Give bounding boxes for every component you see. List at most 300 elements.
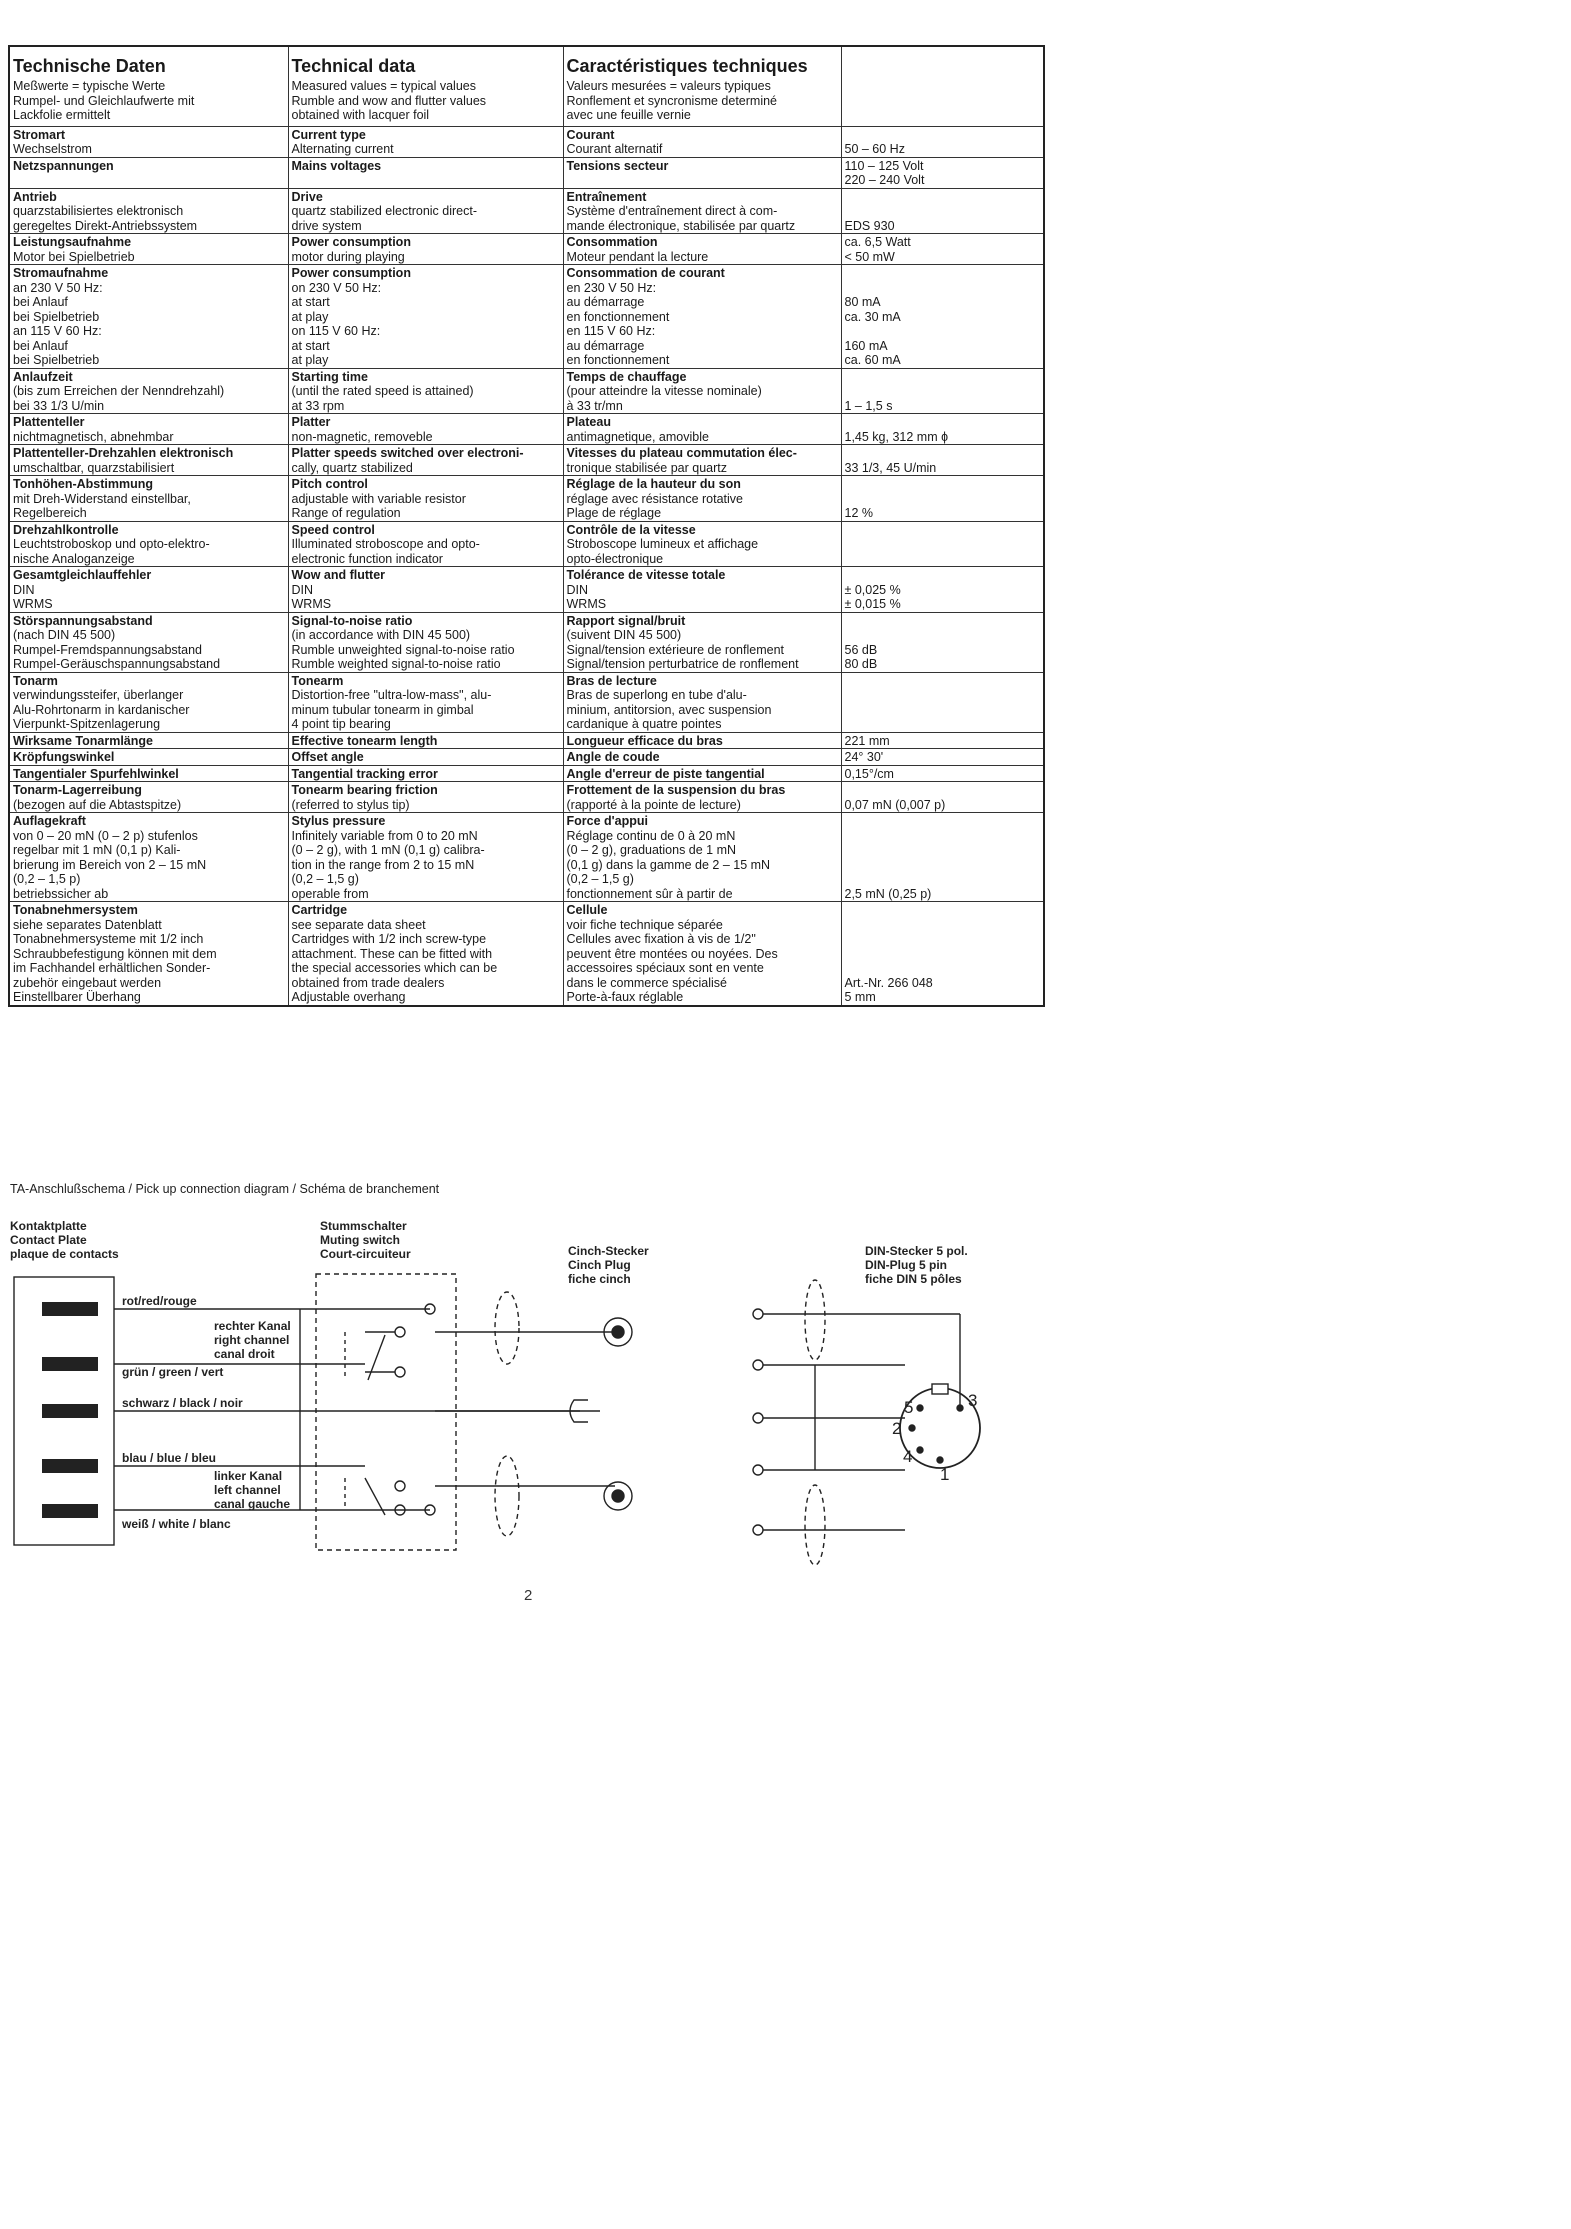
row-text: (suivent DIN 45 500) [566,628,682,642]
row-text: on 230 V 50 Hz: [291,280,382,295]
cell-fr [563,521,841,567]
row-heading: Kröpfungswinkel [13,750,115,764]
row-text: Rumble weighted signal-to-noise ratio [291,657,501,671]
cell-de [9,265,288,369]
row-text: DIN [566,582,589,597]
cell-en [288,188,563,234]
value-line: ± 0,025 % [844,582,901,597]
row-text: (referred to stylus tip) [291,797,410,812]
row-text: peuvent être montées ou noyées. Des [566,946,778,961]
cell-fr [563,265,841,369]
value-line [845,674,1041,689]
row-heading: Stromart [13,127,66,142]
table-row [9,521,1044,567]
din-pin-1-label: 1 [940,1465,950,1484]
row-text: voir fiche technique séparée [566,917,723,932]
value-line [845,614,1041,629]
row-text: von 0 – 20 mN (0 – 2 p) stufenlos [13,828,198,843]
left-channel-fr: canal gauche [214,1497,291,1511]
cell-val [841,749,1044,766]
value-line: ± 0,015 % [844,597,901,611]
cell-en [288,765,563,782]
table-row [9,902,1044,1006]
table-row [9,265,1044,369]
row-heading: Wow and flutter [291,568,386,582]
row-text: mande électronique, stabilisée par quartz [566,218,796,233]
row-heading: Réglage de la hauteur du son [566,477,741,491]
cell-fr [563,902,841,1006]
row-text: quartz stabilized electronic direct- [291,204,477,218]
cell-de [9,567,288,613]
row-text: at play [291,353,329,367]
header-title-fr: Caractéristiques techniques [566,56,808,76]
row-text: verwindungssteifer, überlanger [13,688,184,702]
value-line: Art.-Nr. 266 048 [844,975,933,990]
row-text: minium, antitorsion, avec suspension [566,702,772,717]
row-text: (bis zum Erreichen der Nenndrehzahl) [13,384,225,398]
value-line [845,492,1041,507]
value-line: ca. 60 mA [844,353,901,367]
value-line [845,688,1041,703]
value-line: 80 mA [844,295,881,309]
cell-val [841,765,1044,782]
value-line [845,814,1041,829]
table-header-row [9,46,1044,126]
row-heading: Angle de coude [566,750,660,764]
cell-fr [563,567,841,613]
value-line [845,947,1041,962]
page-number: 2 [524,1587,533,1604]
row-text: Stroboscope lumineux et affichage [566,537,759,551]
row-heading: Consommation de courant [566,266,725,280]
cell-en [288,567,563,613]
cell-en [288,476,563,522]
table-row [9,813,1044,902]
row-text: regelbar mit 1 mN (0,1 p) Kali- [13,843,181,857]
value-line: 160 mA [844,338,888,353]
cell-val [841,126,1044,157]
row-text: Courant alternatif [566,142,663,156]
cinch-label-de: Cinch-Stecker [568,1244,649,1258]
left-channel-en: left channel [214,1483,281,1497]
technical-data-table [8,45,1045,1007]
row-heading: Angle d'erreur de piste tangential [566,766,765,781]
cell-de [9,188,288,234]
row-text: geregeltes Direkt-Antriebssystem [13,218,198,233]
row-text: at start [291,338,330,353]
cell-val [841,567,1044,613]
row-text: (0 – 2 g), graduations de 1 mN [566,843,737,857]
row-text: au démarrage [566,338,645,353]
value-line [845,477,1041,492]
row-text: minum tubular tonearm in gimbal [291,702,474,717]
row-text: Rumpel-Fremdspannungsabstand [13,642,202,657]
value-line: 2,5 mN (0,25 p) [844,886,932,901]
table-row [9,567,1044,613]
cell-val [841,157,1044,188]
value-line [845,918,1041,933]
row-text: obtained from trade dealers [291,975,445,990]
row-text: Alu-Rohrtonarm in kardanischer [13,702,190,717]
row-heading: Drive [291,189,323,204]
row-heading: Entraînement [566,189,647,204]
value-line [845,932,1041,947]
row-text: bei Spielbetrieb [13,353,100,367]
row-heading: Rapport signal/bruit [566,613,686,628]
row-heading: Plattenteller [13,415,85,429]
cell-val [841,476,1044,522]
cell-fr [563,476,841,522]
row-text: operable from [291,886,369,901]
row-text: Porte-à-faux réglable [566,990,684,1004]
table-row [9,749,1044,766]
row-heading: Effective tonearm length [291,733,438,748]
cell-en [288,414,563,445]
row-text: an 115 V 60 Hz: [13,324,102,338]
value-line [845,324,1041,339]
value-line: 50 – 60 Hz [844,142,905,156]
value-line [845,281,1041,296]
contact-plate-label-fr: plaque de contacts [10,1247,119,1261]
cell-fr [563,368,841,414]
din-pin-5-label: 5 [904,1398,914,1417]
row-text: fonctionnement sûr à partir de [566,886,733,901]
wire-red-label: rot/red/rouge [122,1294,197,1308]
table-row [9,612,1044,672]
row-text: en 115 V 60 Hz: [566,324,656,338]
row-heading: Mains voltages [291,158,382,173]
value-line [845,190,1041,205]
row-text: Plage de réglage [566,506,662,520]
row-text: WRMS [566,597,607,611]
table-row [9,732,1044,749]
header-note-fr: Ronflement et syncronisme determiné [566,93,778,108]
row-text: opto-électronique [566,551,664,566]
row-text: Alternating current [291,142,394,156]
row-text: motor during playing [291,249,405,264]
cell-de [9,126,288,157]
row-text: mit Dreh-Widerstand einstellbar, [13,491,191,506]
row-heading: Tangential tracking error [291,766,438,781]
row-text: en fonctionnement [566,309,670,324]
value-line [845,783,1041,798]
value-line: 0,15°/cm [844,766,894,781]
row-text: Range of regulation [291,506,401,520]
right-channel-fr: canal droit [214,1347,275,1361]
value-line [845,568,1041,583]
cell-de [9,902,288,1006]
header-cell-de [9,46,288,126]
wire-blue-label: blau / blue / bleu [122,1451,217,1465]
row-text: 4 point tip bearing [291,717,391,731]
row-heading: Longueur efficace du bras [566,733,723,748]
cell-en [288,813,563,902]
row-text: réglage avec résistance rotative [566,491,743,506]
cell-val [841,782,1044,813]
cell-de [9,414,288,445]
header-title-en: Technical data [291,56,416,76]
row-text: au démarrage [566,295,645,309]
cell-val [841,612,1044,672]
table-row [9,368,1044,414]
row-heading: Wirksame Tonarmlänge [13,733,153,748]
table-row [9,157,1044,188]
cinch-label-fr: fiche cinch [568,1272,631,1286]
row-heading: Bras de lecture [566,673,657,688]
cell-de [9,612,288,672]
row-text: DIN [13,582,35,597]
row-heading: Tonabnehmersystem [13,903,138,917]
row-text: (0,1 g) dans la gamme de 2 – 15 mN [566,857,771,872]
row-text: en fonctionnement [566,353,670,367]
value-line [845,872,1041,887]
row-text: dans le commerce spécialisé [566,975,727,990]
contact-plate-label-en: Contact Plate [10,1233,87,1247]
cell-en [288,234,563,265]
header-note-de: Meßwerte = typische Werte [13,79,166,93]
cell-val [841,521,1044,567]
din-label-fr: fiche DIN 5 pôles [865,1272,962,1286]
value-line: 110 – 125 Volt [844,158,924,173]
row-text: zubehör eingebaut werden [13,975,162,990]
value-line [845,523,1041,538]
row-heading: Signal-to-noise ratio [291,613,413,628]
row-text: bei Spielbetrieb [13,309,100,324]
row-text: attachment. These can be fitted with [291,946,493,961]
value-line: ca. 30 mA [844,309,901,324]
row-heading: Gesamtgleichlauffehler [13,568,152,582]
row-heading: Cellule [566,903,608,917]
row-heading: Tensions secteur [566,158,669,173]
row-text: see separate data sheet [291,917,426,932]
row-text: nichtmagnetisch, abnehmbar [13,429,174,444]
pickup-connection-diagram [0,1210,1040,1580]
row-text: Illuminated stroboscope and opto- [291,537,480,551]
row-heading: Stromaufnahme [13,266,109,280]
row-text: quarzstabilisiertes elektronisch [13,204,184,218]
din-pin-2-label: 2 [892,1419,902,1438]
cell-val [841,732,1044,749]
muting-label-en: Muting switch [320,1233,400,1247]
header-cell-fr [563,46,841,126]
row-text: Leuchtstroboskop und opto-elektro- [13,537,210,551]
table-row [9,765,1044,782]
cell-en [288,265,563,369]
value-line [845,703,1041,718]
cell-fr [563,126,841,157]
value-line: 80 dB [844,657,878,671]
row-text: Signal/tension perturbatrice de ronflement [566,657,799,671]
row-heading: Starting time [291,369,368,384]
value-line: ca. 6,5 Watt [844,235,911,249]
row-text: bei Anlauf [13,338,68,353]
left-channel-de: linker Kanal [214,1469,283,1483]
cell-val [841,672,1044,732]
row-heading: Plateau [566,415,611,429]
cell-de [9,782,288,813]
row-text: cally, quartz stabilized [291,460,413,475]
value-line [845,537,1041,552]
cell-de [9,672,288,732]
row-text: drive system [291,218,362,233]
row-text: Signal/tension extérieure de ronflement [566,642,784,657]
value-line: EDS 930 [844,218,895,233]
header-cell-values [841,46,1044,126]
row-heading: Tangentialer Spurfehlwinkel [13,766,179,781]
row-text: Cellules avec fixation à vis de 1/2" [566,932,756,946]
row-text: Adjustable overhang [291,990,406,1004]
row-text: bei 33 1/3 U/min [13,398,105,413]
row-text: siehe separates Datenblatt [13,917,162,932]
value-line [845,628,1041,643]
cell-en [288,368,563,414]
wire-black-label: schwarz / black / noir [122,1396,243,1410]
row-heading: Speed control [291,522,375,537]
cell-de [9,445,288,476]
cell-de [9,476,288,522]
row-text: the special accessories which can be [291,961,498,975]
row-text: (0,2 – 1,5 p) [13,872,81,886]
cell-fr [563,445,841,476]
row-text: Schraubbefestigung können mit dem [13,946,217,961]
value-line [845,961,1041,976]
header-title-de: Technische Daten [13,56,166,76]
header-note-en: Rumble and wow and flutter values [291,93,487,108]
cell-val [841,902,1044,1006]
row-text: Moteur pendant la lecture [566,249,709,264]
cell-fr [563,157,841,188]
row-text: Infinitely variable from 0 to 20 mN [291,828,478,843]
muting-label-fr: Court-circuiteur [320,1247,411,1261]
value-line [845,446,1041,461]
value-line: 220 – 240 Volt [844,173,925,187]
header-note-en: obtained with lacquer foil [291,108,430,122]
cell-fr [563,813,841,902]
row-heading: Leistungsaufnahme [13,235,132,249]
row-heading: Pitch control [291,477,368,491]
row-text: accessoires spéciaux sont en vente [566,961,764,975]
cell-en [288,126,563,157]
row-heading: Netzspannungen [13,158,114,173]
row-heading: Vitesses du plateau commutation élec- [566,446,797,460]
header-note-de: Rumpel- und Gleichlaufwerte mit [13,93,195,108]
value-line: 56 dB [844,642,878,657]
table-row [9,126,1044,157]
table-row [9,445,1044,476]
row-heading: Tolérance de vitesse totale [566,568,726,582]
cell-en [288,157,563,188]
value-line [845,903,1041,918]
row-text: at start [291,295,330,309]
row-text: Système d'entraînement direct à com- [566,204,778,218]
cell-de [9,521,288,567]
row-text: (0,2 – 1,5 g) [291,872,359,886]
value-line [845,552,1041,567]
cell-val [841,188,1044,234]
wire-white-label: weiß / white / blanc [122,1517,231,1531]
row-text: Bras de superlong en tube d'alu- [566,688,747,702]
row-heading: Temps de chauffage [566,369,687,384]
cell-en [288,672,563,732]
row-text: Distortion-free "ultra-low-mass", alu- [291,688,492,702]
cell-val [841,813,1044,902]
cell-fr [563,672,841,732]
row-text: Einstellbarer Überhang [13,990,141,1004]
din-label-de: DIN-Stecker 5 pol. [865,1244,968,1258]
table-row [9,188,1044,234]
row-heading: Power consumption [291,266,411,280]
cell-fr [563,749,841,766]
row-text: cardanique à quatre pointes [566,717,722,731]
cell-en [288,782,563,813]
row-heading: Platter speeds switched over electroni- [291,446,524,460]
din-pin-4-label: 4 [903,1447,913,1466]
cell-de [9,368,288,414]
cinch-label-en: Cinch Plug [568,1258,631,1272]
value-line: 12 % [844,506,873,520]
cell-de [9,157,288,188]
row-text: an 230 V 50 Hz: [13,280,103,295]
cell-en [288,902,563,1006]
row-text: WRMS [13,597,53,611]
row-heading: Cartridge [291,903,348,917]
row-heading: Auflagekraft [13,814,86,828]
cell-fr [563,732,841,749]
row-text: Motor bei Spielbetrieb [13,249,135,264]
cell-en [288,749,563,766]
row-heading: Antrieb [13,189,57,204]
value-line [845,858,1041,873]
cell-en [288,445,563,476]
row-text: adjustable with variable resistor [291,491,466,506]
row-text: at play [291,309,329,324]
row-heading: Tonarm [13,673,58,688]
table-row [9,782,1044,813]
row-text: tion in the range from 2 to 15 mN [291,857,475,872]
row-text: Regelbereich [13,506,87,520]
cell-val [841,234,1044,265]
header-note-de: Lackfolie ermittelt [13,108,111,122]
value-line: 221 mm [844,733,890,748]
row-text: DIN [291,582,314,597]
row-text: (in accordance with DIN 45 500) [291,628,471,642]
cell-fr [563,782,841,813]
value-line [845,266,1041,281]
row-heading: Current type [291,127,366,142]
wire-green-label: grün / green / vert [122,1365,224,1379]
row-heading: Consommation [566,235,658,249]
row-text: Rumble unweighted signal-to-noise ratio [291,642,515,657]
row-heading: Stylus pressure [291,814,386,828]
row-text: antimagnetique, amovible [566,429,709,444]
value-line: 1 – 1,5 s [844,398,893,413]
row-heading: Tonarm-Lagerreibung [13,783,142,797]
table-row [9,234,1044,265]
din-pin-3-label: 3 [968,1391,978,1410]
row-text: à 33 tr/mn [566,398,623,413]
row-text: Cartridges with 1/2 inch screw-type [291,932,487,946]
row-text: bei Anlauf [13,295,68,309]
table-row [9,414,1044,445]
value-line [845,370,1041,385]
row-heading: Courant [566,127,615,142]
cell-de [9,732,288,749]
header-note-fr: avec une feuille vernie [566,108,691,122]
row-text: (until the rated speed is attained) [291,384,474,398]
row-heading: Offset angle [291,750,364,764]
row-text: nische Analoganzeige [13,551,135,566]
table-row [9,672,1044,732]
